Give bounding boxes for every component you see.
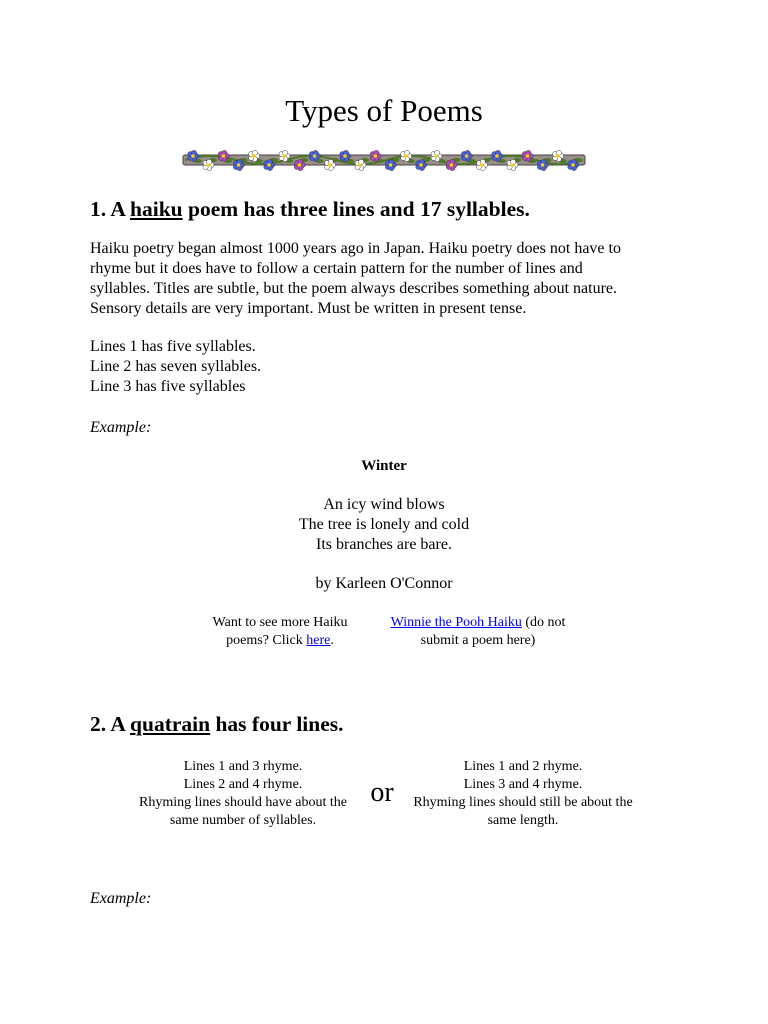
- more-haiku-text: Want to see more Haiku: [212, 615, 348, 630]
- quatrain-term: quatrain: [130, 712, 211, 736]
- poem-body: [0, 495, 768, 555]
- haiku-intro-line: Haiku poetry began almost 1000 years ago in Japan. Haiku poetry does not have to: [90, 240, 621, 257]
- poem-title: Winter: [361, 458, 407, 474]
- haiku-heading: [90, 195, 530, 223]
- quatrain-rule-line: Lines 1 and 3 rhyme.: [183, 759, 303, 774]
- haiku-heading-suffix: poem has three lines and 17 syllables.: [182, 197, 530, 221]
- quatrain-heading: [90, 710, 344, 738]
- haiku-example-label: Example:: [90, 419, 152, 436]
- haiku-rules: [90, 337, 670, 397]
- haiku-intro-line: rhyme but it does have to follow a certain pattern for the number of lines and: [90, 260, 583, 277]
- quatrain-rule-line: Lines 1 and 2 rhyme.: [463, 759, 583, 774]
- poem-byline: by Karleen O'Connor: [315, 575, 453, 592]
- haiku-intro-line: Sensory details are very important. Must be written in present tense.: [90, 300, 527, 317]
- flower-vine-divider: [181, 146, 587, 176]
- quatrain-rules-right: [398, 758, 648, 830]
- more-haiku-link[interactable]: here: [306, 633, 331, 648]
- pooh-haiku-link[interactable]: Winnie the Pooh Haiku: [390, 615, 522, 630]
- quatrain-heading-suffix: has four lines.: [210, 712, 344, 736]
- pooh-haiku-line2: submit a poem here): [420, 633, 536, 648]
- quatrain-rule-line: same length.: [487, 813, 559, 828]
- quatrain-example-label: Example:: [90, 890, 152, 907]
- quatrain-rule-line: same number of syllables.: [169, 813, 317, 828]
- more-haiku-line2: poems? Click here.: [226, 633, 334, 648]
- haiku-term: haiku: [130, 197, 183, 221]
- haiku-heading-prefix: 1. A: [90, 197, 131, 221]
- quatrain-rules-left: [118, 758, 368, 830]
- more-haiku-note: [180, 614, 380, 650]
- quatrain-heading-prefix: 2. A: [90, 712, 131, 736]
- quatrain-rule-line: Lines 3 and 4 rhyme.: [463, 777, 583, 792]
- haiku-intro-line: syllables. Titles are subtle, but the poem always describes something about nature.: [90, 280, 618, 297]
- haiku-rule-line: Line 3 has five syllables: [90, 378, 246, 395]
- haiku-rule-line: Lines 1 has five syllables.: [90, 338, 256, 355]
- quatrain-rule-line: Rhyming lines should still be about the: [413, 795, 633, 810]
- quatrain-rule-line: Rhyming lines should have about the: [138, 795, 348, 810]
- poem-line: Its branches are bare.: [316, 536, 452, 553]
- haiku-intro-paragraph: [90, 239, 670, 319]
- quatrain-rule-line: Lines 2 and 4 rhyme.: [183, 777, 303, 792]
- haiku-rule-line: Line 2 has seven syllables.: [90, 358, 262, 375]
- page-title: Types of Poems: [285, 93, 483, 128]
- pooh-haiku-note: [370, 614, 586, 650]
- poem-line: An icy wind blows: [323, 496, 445, 513]
- pooh-haiku-line1: Winnie the Pooh Haiku (do not: [390, 615, 566, 630]
- poem-line: The tree is lonely and cold: [298, 516, 470, 533]
- or-label: or: [370, 777, 394, 808]
